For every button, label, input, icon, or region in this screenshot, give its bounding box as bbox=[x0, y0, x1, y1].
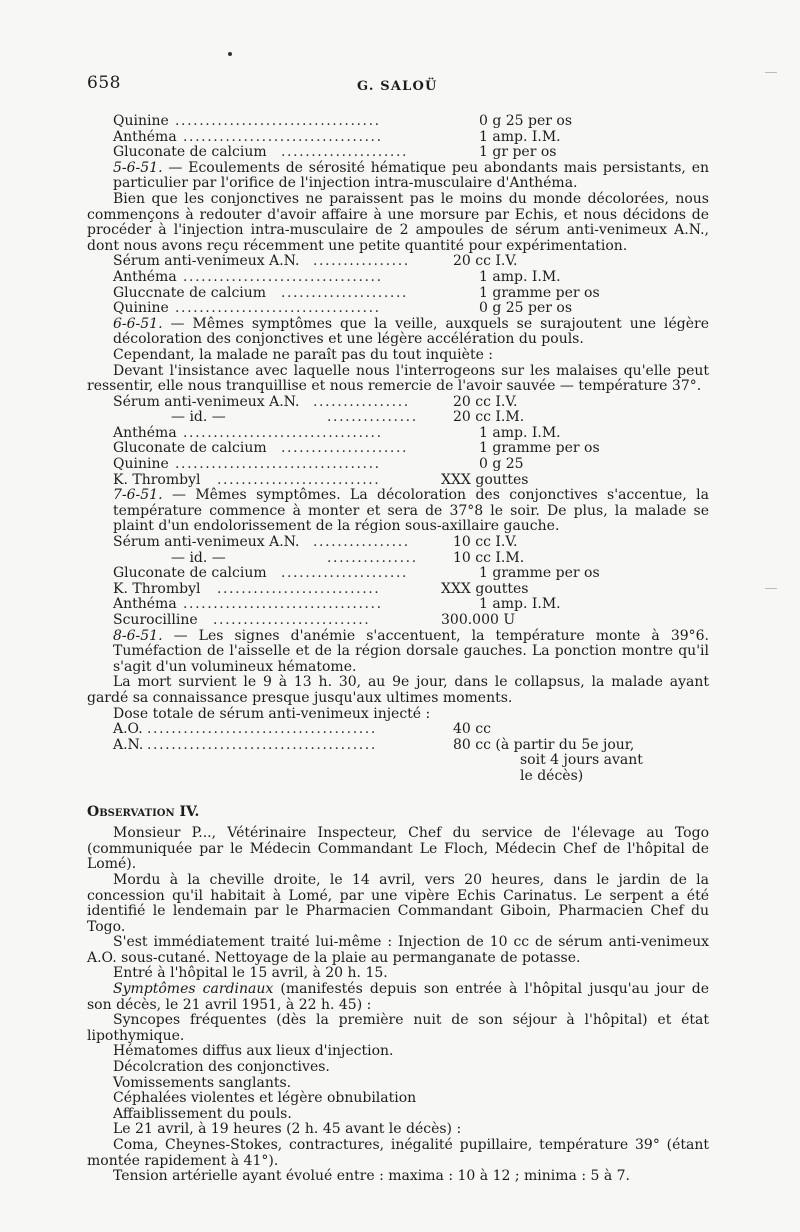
dose: 1 gramme per os bbox=[479, 565, 600, 582]
dot-leader: ............... bbox=[327, 549, 418, 566]
treatment-row bbox=[87, 145, 709, 161]
dose: 10 cc I.V. bbox=[453, 534, 518, 551]
paragraph: Cependant, la malade ne paraît pas du tout inquiète : bbox=[113, 346, 494, 363]
treatment-row bbox=[87, 410, 709, 426]
entry-date: 6-6-51. bbox=[113, 315, 163, 332]
drug-name: Sérum anti-venimeux A.N. bbox=[113, 534, 300, 551]
dot-leader: ................................. bbox=[183, 128, 383, 145]
treatment-row bbox=[87, 286, 709, 302]
entry-text: — Mêmes symptômes que la veille, auxquels se surajoutent une légère décoloration des conjonctives et une légère accélération du pouls. bbox=[113, 315, 709, 348]
list-item: Affaiblissement du pouls. bbox=[113, 1105, 292, 1122]
dose: XXX gouttes bbox=[441, 580, 529, 597]
entry-date: 5-6-51. bbox=[113, 159, 163, 176]
treatment-row bbox=[87, 613, 709, 629]
drug-name: Sérum anti-venimeux A.N. bbox=[113, 253, 300, 270]
list-item: Décolcration des conjonctives. bbox=[113, 1059, 330, 1076]
drug-name: Anthéma bbox=[113, 596, 177, 613]
dot-leader: ................ bbox=[313, 534, 410, 551]
entry-7-6 bbox=[87, 488, 709, 535]
dose: 20 cc I.V. bbox=[453, 393, 518, 410]
entry-date: 7-6-51. bbox=[113, 487, 163, 504]
dot-leader: .................................. bbox=[175, 300, 381, 317]
paragraph: Monsieur P..., Vétérinaire Inspecteur, Chef du service de l'élevage au Togo (communiquée par le Médecin Commandant Le Floch, Médecin Chef de l'hôpital de Lomé). bbox=[87, 825, 709, 873]
drug-name: Quinine bbox=[113, 456, 169, 473]
drug-name: Gluconate de calcium bbox=[113, 144, 267, 161]
dot-leader: ..................... bbox=[281, 440, 409, 457]
margin-mark bbox=[765, 72, 777, 73]
paragraph: Devant l'insistance avec laquelle nous l'interrogeons sur les malaises qu'elle peut ressentir, elle nous tranquillise et nous remercie de l'avoir sauvée — température 37°. bbox=[87, 362, 709, 395]
dose: 1 amp. I.M. bbox=[479, 268, 561, 285]
paragraph: Syncopes fréquentes (dès la première nuit de son séjour à l'hôpital) et état lipothymique. bbox=[87, 1012, 709, 1044]
drug-name: Anthéma bbox=[113, 424, 177, 441]
entry-text: — Mêmes symptômes. La décoloration des conjonctives s'accentue, la température commence à monter et sera de 37°8 le soir. De plus, la malade se plaint d'un endolorissement de la région sous-axillaire gauche. bbox=[113, 487, 709, 535]
entry-6-6 bbox=[87, 317, 709, 348]
drug-name: Sérum anti-venimeux A.N. bbox=[113, 393, 300, 410]
dot-leader: ................ bbox=[313, 253, 410, 270]
serum-type: A.O. bbox=[113, 721, 143, 738]
treatment-row bbox=[87, 597, 709, 613]
list-item: Vomissements sanglants. bbox=[113, 1074, 292, 1091]
dot-leader: ................................. bbox=[183, 268, 383, 285]
dose-note-line: soit 4 jours avant bbox=[520, 752, 643, 769]
treatment-row bbox=[87, 130, 709, 146]
treatment-row bbox=[87, 254, 709, 270]
list-item: Hématomes diffus aux lieux d'injection. bbox=[113, 1043, 394, 1060]
drug-name: Scurocilline bbox=[113, 612, 198, 628]
symptoms-heading: Symptômes cardinaux bbox=[113, 981, 274, 998]
treatment-list-3 bbox=[87, 395, 709, 489]
paragraph: Coma, Cheynes-Stokes, contractures, inégalité pupillaire, température 39° (étant montée rapidement à 41°). bbox=[87, 1137, 709, 1169]
dot-leader: .................................. bbox=[175, 456, 381, 473]
entry-5-6 bbox=[87, 161, 709, 192]
list-item: Céphalées violentes et légère obnubilation bbox=[113, 1090, 417, 1107]
drug-name: Gluccnate de calcium bbox=[113, 284, 267, 301]
dot-leader: ................ bbox=[313, 393, 410, 410]
entry-text: — Les signes d'anémie s'accentuent, la température monte à 39°6. Tuméfaction de l'aisselle et de la région dorsale gauches. La ponction montre qu'il s'agit d'un volumineux hématome. bbox=[113, 627, 709, 675]
dose-row bbox=[87, 722, 709, 738]
treatment-row bbox=[87, 551, 709, 567]
treatment-row bbox=[87, 395, 709, 411]
paragraph: S'est immédiatement traité lui-même : Injection de 10 cc de sérum anti-venimeux A.O. sous-cutané. Nettoyage de la plaie au permanganate de potasse. bbox=[87, 934, 709, 966]
treatment-list-1 bbox=[87, 114, 709, 161]
dose: 0 g 25 bbox=[479, 456, 524, 473]
dot-leader: ..................... bbox=[281, 565, 409, 582]
treatment-row bbox=[87, 582, 709, 598]
treatment-row bbox=[87, 566, 709, 582]
dot-leader: .......................... bbox=[213, 612, 371, 628]
dose: 1 gramme per os bbox=[479, 440, 600, 457]
drug-name: Gluconate de calcium bbox=[113, 440, 267, 457]
running-head: G. SALOÜ bbox=[357, 79, 438, 94]
treatment-row bbox=[87, 473, 709, 489]
drug-name: K. Thrombyl bbox=[113, 471, 201, 488]
drug-name: Quinine bbox=[113, 113, 169, 129]
treatment-row bbox=[87, 457, 709, 473]
dose: 1 amp. I.M. bbox=[479, 424, 561, 441]
entry-8-6 bbox=[87, 629, 709, 676]
dose: 10 cc I.M. bbox=[453, 549, 525, 566]
dose: 40 cc bbox=[453, 721, 491, 738]
dose-totals bbox=[87, 722, 709, 784]
page-header bbox=[87, 73, 607, 96]
dot-leader: ................................. bbox=[183, 424, 383, 441]
page-number: 658 bbox=[87, 73, 121, 93]
drug-name: Gluconate de calcium bbox=[113, 565, 267, 582]
treatment-row bbox=[87, 426, 709, 442]
drug-name: — id. — bbox=[171, 409, 226, 426]
dose: XXX gouttes bbox=[441, 471, 529, 488]
treatment-row bbox=[87, 441, 709, 457]
dose-row bbox=[87, 738, 709, 754]
paragraph: Entré à l'hôpital le 15 avril, à 20 h. 15. bbox=[113, 965, 388, 982]
paragraph-symptomes bbox=[87, 982, 709, 1013]
drug-name: K. Thrombyl bbox=[113, 580, 201, 597]
entry-date: 8-6-51. bbox=[113, 627, 163, 644]
dot-leader: ...................................... bbox=[147, 736, 377, 753]
paragraph: Le 21 avril, à 19 heures (2 h. 45 avant le décès) : bbox=[113, 1121, 462, 1138]
dot-leader: ............... bbox=[327, 409, 418, 426]
dot-leader: ........................... bbox=[217, 471, 381, 488]
treatment-row bbox=[87, 270, 709, 286]
drug-name: Quinine bbox=[113, 300, 169, 317]
treatment-row bbox=[87, 301, 709, 317]
dose: 300.000 U bbox=[441, 612, 516, 628]
dose: 0 g 25 per os bbox=[479, 300, 573, 317]
dot-leader: ..................... bbox=[281, 284, 409, 301]
dose-note-line: le décès) bbox=[520, 767, 584, 784]
serum-type: A.N. bbox=[113, 736, 144, 753]
dot-leader: ...................................... bbox=[147, 721, 377, 738]
drug-name: — id. — bbox=[171, 549, 226, 566]
paragraph: Bien que les conjonctives ne paraissent pas le moins du monde décolorées, nous commençons à redouter d'avoir affaire à une morsure par Echis, et nous décidons de procéder à l'injection intra-musculaire de 2 ampoules de sérum anti-venimeux A.N., dont nous avons reçu récemment une petite quantité pour expérimentation. bbox=[87, 190, 709, 254]
dose: 1 gramme per os bbox=[479, 284, 600, 301]
dose: 0 g 25 per os bbox=[479, 113, 573, 129]
margin-mark bbox=[765, 588, 777, 589]
dot-leader: ..................... bbox=[281, 144, 409, 161]
treatment-list-4 bbox=[87, 535, 709, 629]
print-speck bbox=[228, 52, 232, 56]
dose: 80 cc (à partir du 5e jour, bbox=[453, 736, 635, 753]
dose: 1 gr per os bbox=[479, 144, 557, 161]
drug-name: Anthéma bbox=[113, 128, 177, 145]
paragraph: Mordu à la cheville droite, le 14 avril, vers 20 heures, dans le jardin de la concession qu'il habitait à Lomé, par une vipère Echis Carinatus. Le serpent a été identifié le lendemain par le Pharmacien Commandant Giboin, Pharmacien Chef du Togo. bbox=[87, 871, 709, 935]
dose: 20 cc I.V. bbox=[453, 253, 518, 270]
section-title: Observation IV. bbox=[87, 803, 200, 820]
dose: 20 cc I.M. bbox=[453, 409, 525, 426]
dot-leader: ........................... bbox=[217, 580, 381, 597]
dose: 1 amp. I.M. bbox=[479, 128, 561, 145]
dot-leader: ................................. bbox=[183, 596, 383, 613]
treatment-row bbox=[87, 535, 709, 551]
dot-leader: .................................. bbox=[175, 113, 381, 129]
signs-list bbox=[87, 1044, 709, 1122]
entry-text: — Ecoulements de sérosité hématique peu abondants mais persistants, en particulier par l'orifice de l'injection intra-musculaire d'Anthéma. bbox=[113, 159, 710, 192]
treatment-row bbox=[87, 114, 709, 130]
dose: 1 amp. I.M. bbox=[479, 596, 561, 613]
symptoms-text: (manifestés depuis son entrée à l'hôpital jusqu'au jour de son décès, le 21 avril 1951, à 22 h. 45) : bbox=[87, 981, 709, 1013]
treatment-list-2 bbox=[87, 254, 709, 316]
page-body bbox=[87, 114, 709, 1185]
drug-name: Anthéma bbox=[113, 268, 177, 285]
paragraph: La mort survient le 9 à 13 h. 30, au 9e jour, dans le collapsus, la malade ayant gardé sa connaissance presque jusqu'aux ultimes moments. bbox=[87, 674, 709, 706]
paragraph: Tension artérielle ayant évolué entre : maxima : 10 à 12 ; minima : 5 à 7. bbox=[113, 1168, 631, 1185]
paragraph: Dose totale de sérum anti-venimeux injecté : bbox=[113, 705, 431, 722]
